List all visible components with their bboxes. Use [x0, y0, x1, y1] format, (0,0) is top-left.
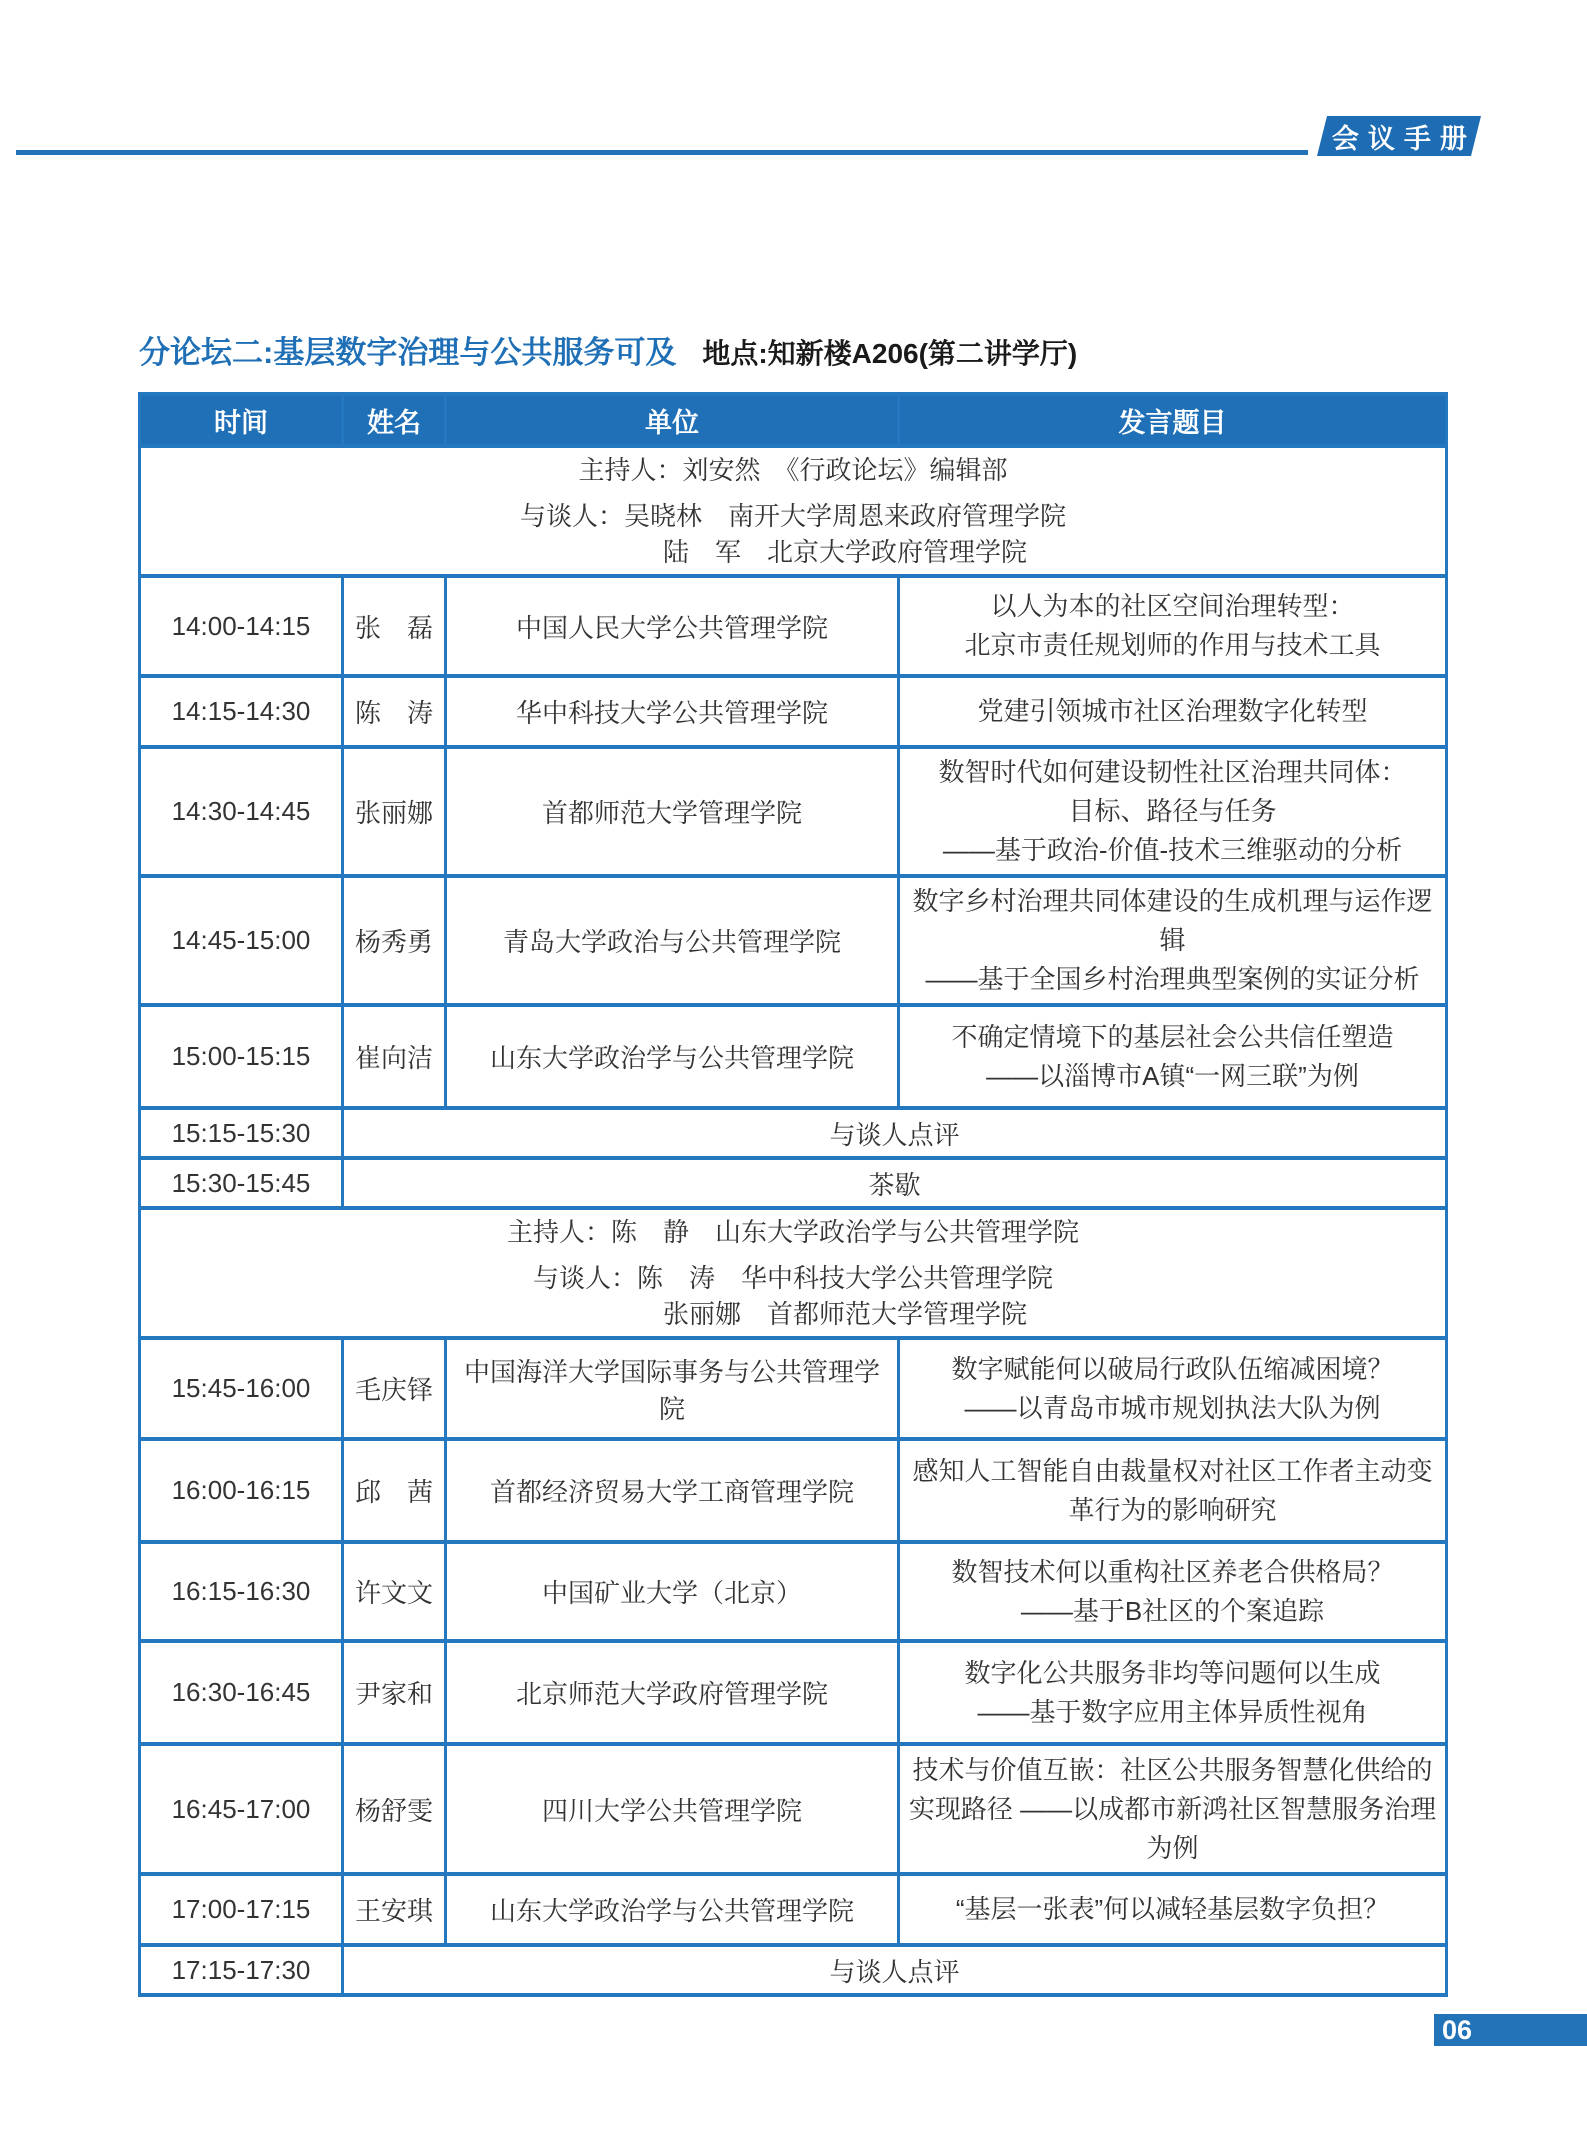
name-cell: 王安琪 [343, 1874, 446, 1945]
topic-line: 北京市责任规划师的作用与技术工具 [964, 630, 1381, 660]
session-row [140, 1542, 1447, 1641]
unit-cell: 首都师范大学管理学院 [446, 747, 899, 876]
topic-cell [899, 1641, 1447, 1744]
topic-line: ——基于全国乡村治理典型案例的实证分析 [925, 964, 1420, 994]
session-row [140, 876, 1447, 1005]
col-header-unit: 单位 [446, 394, 899, 446]
unit-cell: 中国矿业大学（北京） [446, 1542, 899, 1641]
time-cell: 16:15-16:30 [140, 1542, 343, 1641]
session-row [140, 747, 1447, 876]
topic-line: “基层一张表”何以减轻基层数字负担？ [955, 1894, 1390, 1924]
session-row [140, 1338, 1447, 1439]
handbook-badge-label: 会议手册 [1331, 123, 1476, 154]
time-cell: 17:15-17:30 [140, 1945, 343, 1995]
handbook-badge [1317, 116, 1481, 156]
moderator-line: 陆 军 北京大学政府管理学院 [558, 537, 1027, 567]
topic-cell [899, 747, 1447, 876]
span-label-cell: 与谈人点评 [343, 1108, 1447, 1158]
topic-line: 数字乡村治理共同体建设的生成机理与运作逻辑 [912, 886, 1433, 955]
header-divider-line [16, 150, 1308, 155]
topic-line: 不确定情境下的基层社会公共信任塑造 [951, 1021, 1394, 1052]
name-cell: 邱 茜 [343, 1439, 446, 1542]
topic-line: 数智时代如何建设韧性社区治理共同体： [938, 757, 1407, 787]
col-header-topic: 发言题目 [899, 394, 1447, 446]
topic-line: 技术与价值互嵌：社区公共服务智慧化供给的实现路径 ——以成都市新鸿社区智慧服务治理为例 [908, 1754, 1437, 1863]
time-cell: 16:30-16:45 [140, 1641, 343, 1744]
session-row [140, 1641, 1447, 1744]
time-cell: 14:15-14:30 [140, 676, 343, 747]
time-cell: 15:30-15:45 [140, 1158, 343, 1208]
name-cell: 张丽娜 [343, 747, 446, 876]
topic-line: ——以青岛市城市规划执法大队为例 [964, 1392, 1381, 1423]
name-cell: 许文文 [343, 1542, 446, 1641]
unit-cell: 华中科技大学公共管理学院 [446, 676, 899, 747]
moderator-line: 与谈人：陈 涛 华中科技大学公共管理学院 [532, 1263, 1053, 1293]
topic-cell [899, 1744, 1447, 1874]
topic-line: ——基于政治-价值-技术三维驱动的分析 [942, 835, 1403, 865]
topic-line: 数字化公共服务非均等问题何以生成 [964, 1657, 1381, 1688]
forum-location: 地点:知新楼A206(第二讲学厅) [702, 338, 1078, 369]
time-cell: 14:00-14:15 [140, 576, 343, 676]
time-cell: 15:45-16:00 [140, 1338, 343, 1439]
unit-cell: 中国人民大学公共管理学院 [446, 576, 899, 676]
moderator-row [140, 446, 1447, 576]
col-header-name: 姓名 [343, 394, 446, 446]
session-row [140, 1874, 1447, 1945]
time-cell: 16:00-16:15 [140, 1439, 343, 1542]
unit-cell: 中国海洋大学国际事务与公共管理学院 [446, 1338, 899, 1439]
topic-line: ——以淄博市A镇“一网三联”为例 [986, 1060, 1359, 1091]
time-cell: 15:15-15:30 [140, 1108, 343, 1158]
name-cell: 杨舒雯 [343, 1744, 446, 1874]
moderator-line: 与谈人：吴晓林 南开大学周恩来政府管理学院 [519, 501, 1066, 531]
unit-cell: 四川大学公共管理学院 [446, 1744, 899, 1874]
moderator-cell [140, 446, 1447, 576]
page-number-bar [1434, 2014, 1587, 2046]
span-label-cell: 茶歇 [343, 1158, 1447, 1208]
time-cell: 17:00-17:15 [140, 1874, 343, 1945]
session-row [140, 1744, 1447, 1874]
name-cell: 杨秀勇 [343, 876, 446, 1005]
topic-line: 数字赋能何以破局行政队伍缩减困境？ [951, 1353, 1394, 1384]
schedule-table [138, 392, 1448, 1997]
topic-line: ——基于数字应用主体异质性视角 [977, 1696, 1368, 1727]
topic-line: 目标、路径与任务 [1068, 796, 1277, 826]
moderator-line: 张丽娜 首都师范大学管理学院 [558, 1299, 1027, 1329]
page-number: 06 [1442, 2014, 1473, 2045]
topic-line: 党建引领城市社区治理数字化转型 [977, 696, 1368, 726]
name-cell: 张 磊 [343, 576, 446, 676]
moderator-row [140, 1208, 1447, 1338]
time-cell: 16:45-17:00 [140, 1744, 343, 1874]
forum-title: 分论坛二:基层数字治理与公共服务可及 [139, 335, 677, 370]
col-header-time: 时间 [140, 394, 343, 446]
name-cell: 毛庆铎 [343, 1338, 446, 1439]
table-header-row [140, 394, 1447, 446]
moderator-line: 主持人：刘安然 《行政论坛》编辑部 [578, 455, 1008, 485]
unit-cell: 首都经济贸易大学工商管理学院 [446, 1439, 899, 1542]
topic-cell [899, 1874, 1447, 1945]
moderator-line: 主持人：陈 静 山东大学政治学与公共管理学院 [506, 1217, 1079, 1247]
name-cell: 崔向洁 [343, 1005, 446, 1108]
topic-line: 感知人工智能自由裁量权对社区工作者主动变革行为的影响研究 [912, 1455, 1433, 1525]
unit-cell: 山东大学政治学与公共管理学院 [446, 1874, 899, 1945]
forum-titlebar [139, 327, 1077, 372]
unit-cell: 青岛大学政治与公共管理学院 [446, 876, 899, 1005]
span-row [140, 1158, 1447, 1208]
session-row [140, 1005, 1447, 1108]
unit-cell: 山东大学政治学与公共管理学院 [446, 1005, 899, 1108]
moderator-cell [140, 1208, 1447, 1338]
topic-cell [899, 1005, 1447, 1108]
time-cell: 14:30-14:45 [140, 747, 343, 876]
name-cell: 尹家和 [343, 1641, 446, 1744]
unit-cell: 北京师范大学政府管理学院 [446, 1641, 899, 1744]
span-row [140, 1945, 1447, 1995]
span-row [140, 1108, 1447, 1158]
session-row [140, 676, 1447, 747]
topic-line: 以人为本的社区空间治理转型： [990, 591, 1355, 621]
time-cell: 15:00-15:15 [140, 1005, 343, 1108]
topic-cell [899, 1338, 1447, 1439]
span-label-cell: 与谈人点评 [343, 1945, 1447, 1995]
topic-line: ——基于B社区的个案追踪 [1020, 1595, 1325, 1626]
name-cell: 陈 涛 [343, 676, 446, 747]
session-row [140, 576, 1447, 676]
time-cell: 14:45-15:00 [140, 876, 343, 1005]
topic-line: 数智技术何以重构社区养老合供格局？ [951, 1556, 1394, 1587]
topic-cell [899, 1542, 1447, 1641]
topic-cell [899, 1439, 1447, 1542]
session-row [140, 1439, 1447, 1542]
topic-cell [899, 676, 1447, 747]
topic-cell [899, 576, 1447, 676]
topic-cell [899, 876, 1447, 1005]
